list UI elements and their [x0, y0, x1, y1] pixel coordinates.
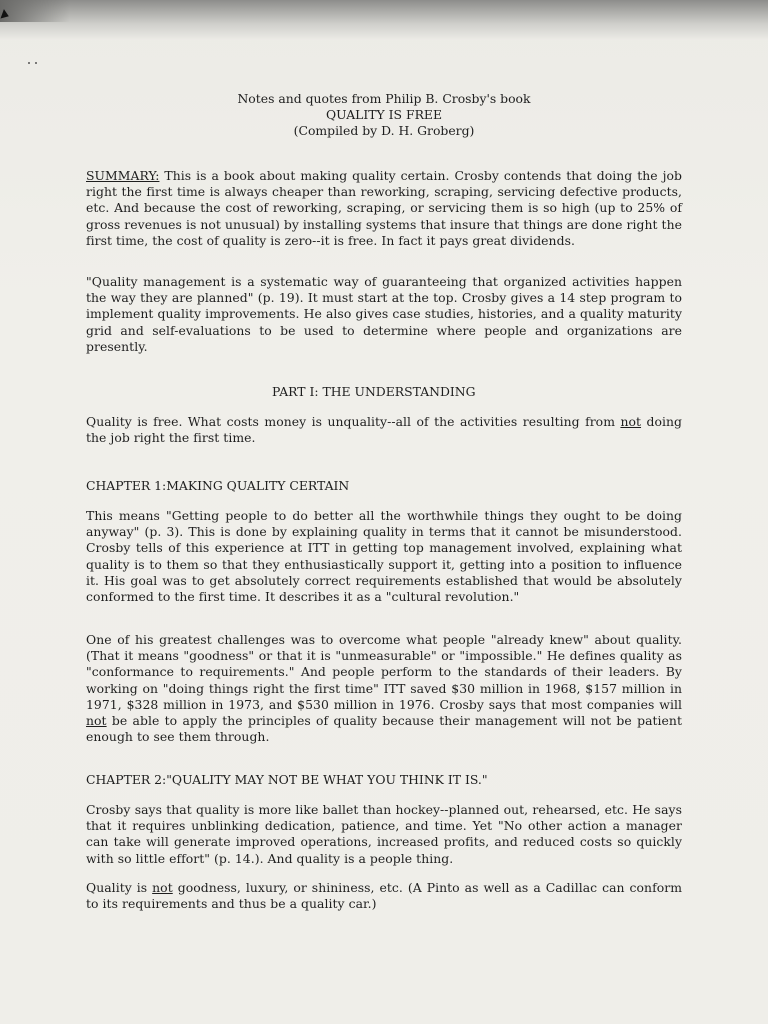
part-1-text: Quality is free. What costs money is unquality--all of the activities resulting from: [86, 414, 621, 429]
book-title: QUALITY IS FREE: [325, 107, 442, 123]
document-header: [86, 91, 682, 140]
emphasis-not: not: [620, 414, 642, 429]
chapter-2-paragraph-1: Crosby says that quality is more like ballet than hockey--planned out, rehearsed, etc. He says that it requires unblinking dedication, patience, and time. Yet "No other action a manager can take will generate improved operations, increased profits, and reduced costs so quickly with so little effort" (p. 14.). And quality is a people thing.: [86, 802, 682, 866]
chapter-2-text: Quality is: [86, 880, 153, 895]
compiler-line: (Compiled by D. H. Groberg): [293, 123, 475, 139]
emphasis-not: not: [152, 880, 173, 895]
part-1-paragraph: [86, 414, 682, 446]
chapter-2-text-end: goodness, luxury, or shininess, etc. (A Pinto as well as a Cadillac can conform to its requirements and thus be a quality car.): [86, 880, 682, 912]
chapter-2-heading: CHAPTER 2:"QUALITY MAY NOT BE WHAT YOU THINK IT IS.": [86, 772, 488, 787]
emphasis-not: not: [86, 713, 107, 729]
chapter-1-paragraph-2: [86, 632, 682, 745]
quality-management-paragraph: "Quality management is a systematic way of guaranteeing that organized activities happen the way they are planned" (p. 19). It must start at the top. Crosby gives a 14 step program to implement quality improvements. He also gives case studies, histories, and a quality maturity grid and self-evaluations to be used to determine where people and organizations are presently.: [86, 274, 682, 354]
chapter-1-heading: CHAPTER 1:MAKING QUALITY CERTAIN: [86, 478, 350, 493]
summary-text: This is a book about making quality certain. Crosby contends that doing the job right the first time is always cheaper than reworking, scraping, servicing defective products, etc. And because the cost of reworking, scraping, or servicing them is so high (up to 25% of gross revenues is not unusual) by installing systems that insure that things are done right the first time, the cost of quality is zero--it is free. In fact it pays great dividends.: [86, 168, 682, 248]
chapter-2-paragraph-2: [86, 880, 682, 912]
summary-label: SUMMARY:: [86, 168, 160, 183]
part-1-text-end: doing the job right the first time.: [86, 414, 682, 446]
scan-speck: [28, 62, 30, 64]
chapter-1-paragraph-1: This means "Getting people to do better all the worthwhile things they ought to be doing anyway" (p. 3). This is done by explaining quality in terms that it cannot be misunderstood. Crosby tells of this experience at ITT in getting top management involved, explaining what quality is to them so that they enthusiastically support it, getting into a position to influence it. His goal was to get absolutely correct requirements established that would be absolutely conformed to the first time. It describes it as a "cultural revolution.": [86, 508, 682, 605]
part-1-heading: PART I: THE UNDERSTANDING: [272, 384, 476, 399]
chapter-1-text: One of his greatest challenges was to overcome what people "already knew" about quality. (That it means "goodness" or that it is "unmeasurable" or "impossible." He defines quality as "conformance to requirements." And people perform to the standards of their leaders. By working on "doing things right the first time" ITT saved $30 million in 1968, $157 million in 1971, $328 million in 1973, and $530 million in 1976. Crosby says that most companies will: [86, 632, 682, 712]
scan-shadow: [0, 0, 768, 40]
scan-speck: [35, 62, 37, 64]
header-line-1: Notes and quotes from Philip B. Crosby's book: [237, 91, 531, 106]
summary-paragraph: [86, 168, 682, 249]
chapter-1-text-end: be able to apply the principles of quality because their management will not be patient enough to see them through.: [86, 713, 682, 745]
